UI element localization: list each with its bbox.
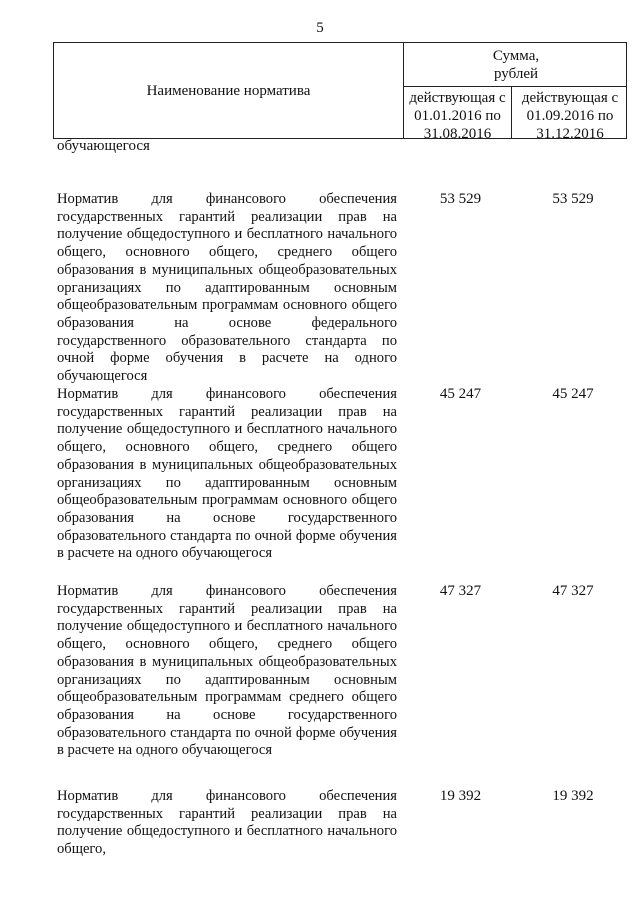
sum-unit: рублей [493,66,539,82]
norm-description: Норматив для финансового обеспечения государственных гарантий реализации прав на получение общедоступного и бесплатного начального общего, [57,788,397,858]
norm-description: Норматив для финансового обеспечения государственных гарантий реализации прав на получение общедоступного и бесплатного начального общего, основного общего, среднего общего образования в муниципальных общеобразовательных организациях по адаптированным основным общеобразовательным программам основного общего образования на основе государственного образовательного стандарта по очной форме обучения в расчете на одного обучающегося [57,386,397,562]
period-2-line: 31.12.2016 [536,126,604,142]
header-sum-column [404,47,628,83]
norm-description: Норматив для финансового обеспечения государственных гарантий реализации прав на получение общедоступного и бесплатного начального общего, основного общего, среднего общего образования в муниципальных общеобразовательных организациях по адаптированным основным общеобразовательным программам основного общего образования на основе федерального государственного образовательного стандарта по очной форме обучения в расчете на одного обучающегося [57,191,397,385]
period-1-line: 01.01.2016 по [414,108,501,124]
header-period-2 [512,89,628,143]
value-period-2: 53 529 [552,191,594,207]
table-header [53,42,627,142]
value-period-2: 47 327 [552,583,594,599]
continued-text: обучающегося [57,138,150,154]
norm-description: Норматив для финансового обеспечения государственных гарантий реализации прав на получение общедоступного и бесплатного начального общего, основного общего, среднего общего образования в муниципальных общеобразовательных организациях по адаптированным основным общеобразовательным программам среднего общего образования на основе государственного образовательного стандарта по очной форме обучения в расчете на одного обучающегося [57,583,397,759]
value-period-2: 19 392 [552,788,594,804]
header-period-1 [404,89,511,143]
value-period-2: 45 247 [552,386,594,402]
value-period-1: 47 327 [439,583,482,599]
sum-divider [403,86,626,87]
page-number: 5 [316,20,324,36]
period-1-line: действующая с [409,90,506,106]
value-period-1: 19 392 [439,788,482,804]
value-period-1: 45 247 [439,386,482,402]
sum-label: Сумма, [492,48,540,64]
header-name-column: Наименование норматива [146,83,311,99]
period-2-line: 01.09.2016 по [526,108,614,124]
period-1-line: 31.08.2016 [423,126,492,142]
period-2-line: действующая с [521,90,619,106]
value-period-1: 53 529 [439,191,482,207]
